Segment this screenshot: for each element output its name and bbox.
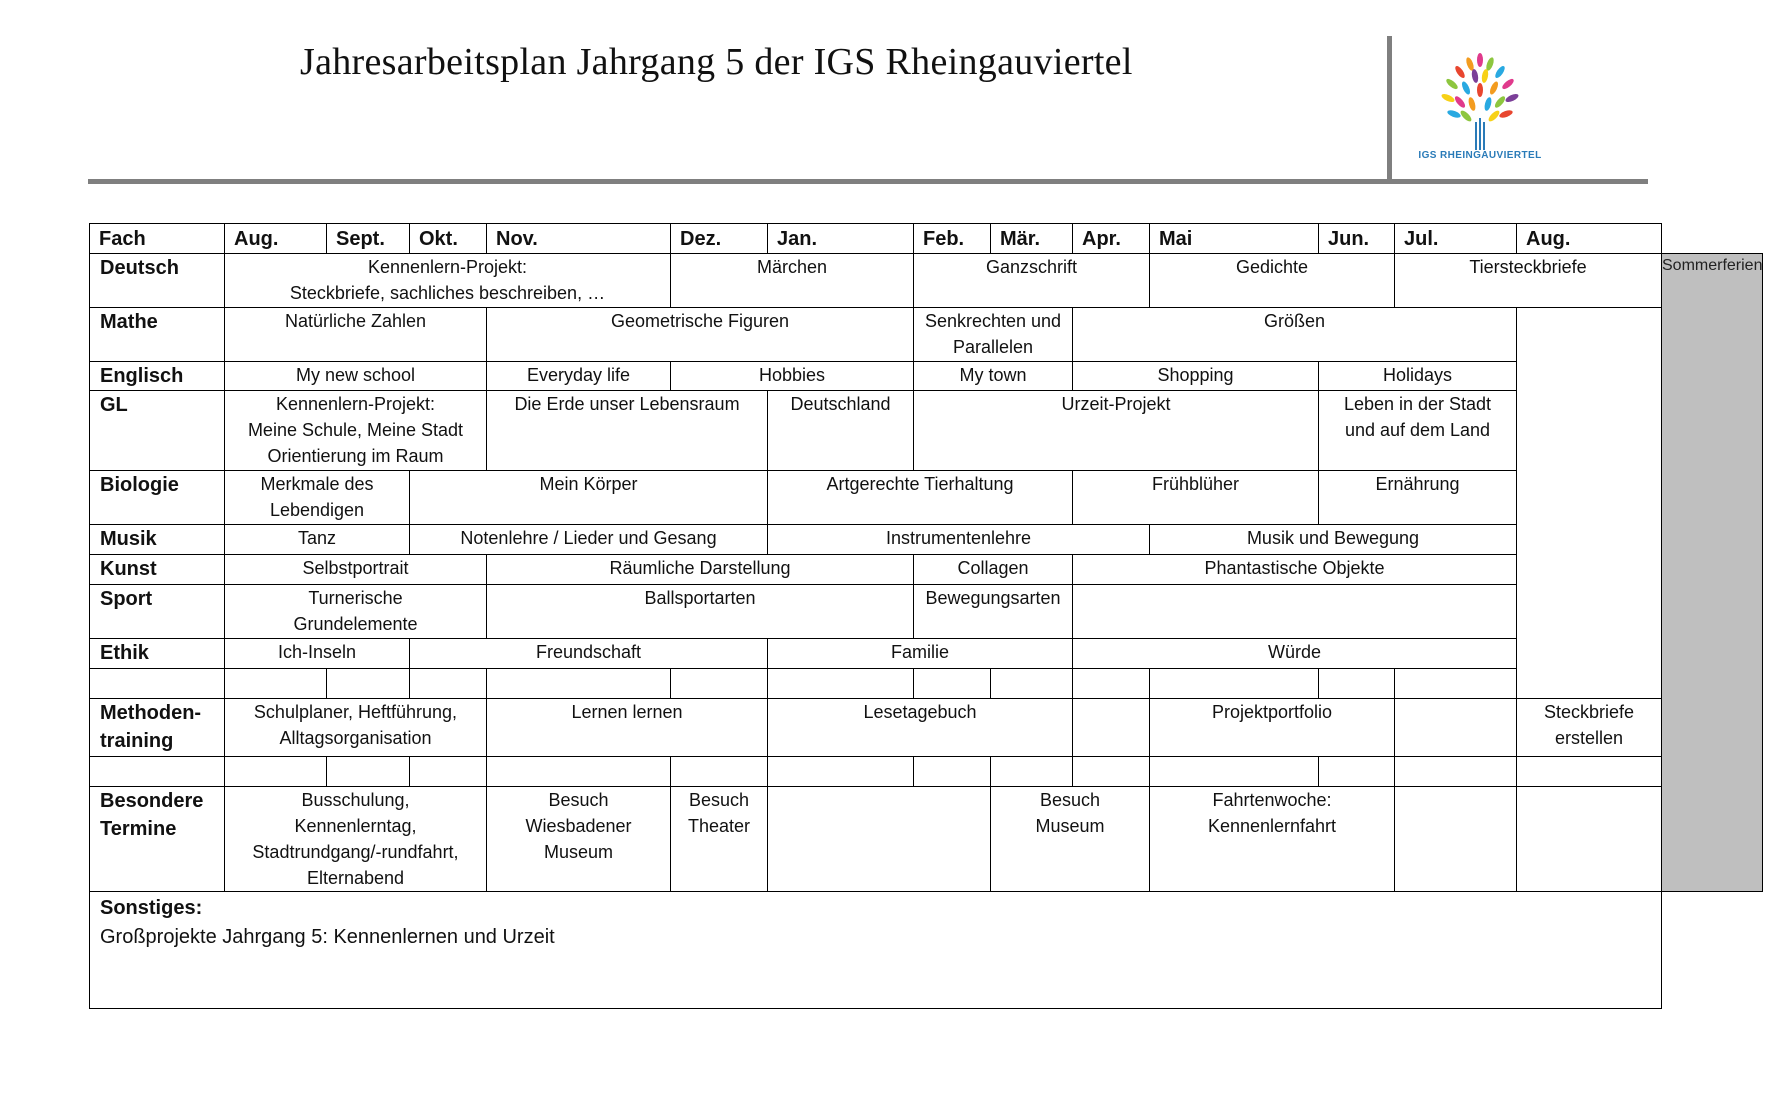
subject-label: Musik xyxy=(90,525,225,555)
plan-cell: Frühblüher xyxy=(1073,471,1319,525)
plan-cell: My new school xyxy=(225,362,487,391)
header-month: Okt. xyxy=(410,224,487,254)
plan-cell: Holidays xyxy=(1319,362,1517,391)
plan-cell: Besuch Museum xyxy=(991,787,1150,892)
header-divider xyxy=(88,179,1648,184)
empty-cell xyxy=(410,669,487,699)
empty-cell xyxy=(1073,757,1150,787)
plan-cell: Würde xyxy=(1073,639,1517,669)
subject-label: Biologie xyxy=(90,471,225,525)
header-month: Apr. xyxy=(1073,224,1150,254)
row-besondere-termine xyxy=(90,787,1763,892)
empty-cell xyxy=(487,669,671,699)
row-deutsch xyxy=(90,254,1763,308)
subject-label: Ethik xyxy=(90,639,225,669)
row-englisch xyxy=(90,362,1763,391)
plan-cell: Tanz xyxy=(225,525,410,555)
row-methodentraining xyxy=(90,699,1763,757)
row-sonstiges xyxy=(90,892,1763,1009)
empty-cell xyxy=(671,669,768,699)
empty-cell xyxy=(1319,757,1395,787)
header-month: Aug. xyxy=(225,224,327,254)
plan-cell: Bewegungsarten xyxy=(914,585,1073,639)
plan-cell: Besuch Wiesbadener Museum xyxy=(487,787,671,892)
plan-cell: Artgerechte Tierhaltung xyxy=(768,471,1073,525)
plan-cell: Urzeit-Projekt xyxy=(914,391,1319,471)
school-tree-logo-icon xyxy=(1400,50,1560,166)
subject-label: Methoden- training xyxy=(90,699,225,757)
plan-cell: Die Erde unser Lebensraum xyxy=(487,391,768,471)
plan-cell: Projektportfolio xyxy=(1150,699,1395,757)
row-gl xyxy=(90,391,1763,471)
empty-cell xyxy=(1319,669,1395,699)
empty-cell xyxy=(90,669,225,699)
plan-cell: Phantastische Objekte xyxy=(1073,555,1517,585)
empty-cell xyxy=(327,757,410,787)
header-month: Sept. xyxy=(327,224,410,254)
plan-cell xyxy=(768,787,991,892)
plan-cell: Busschulung, Kennenlerntag, Stadtrundgang/-rundfahrt, Elternabend xyxy=(225,787,487,892)
empty-cell xyxy=(1395,757,1517,787)
empty-cell xyxy=(225,757,327,787)
empty-cell xyxy=(768,669,914,699)
subject-label: GL xyxy=(90,391,225,471)
header-month: Jun. xyxy=(1319,224,1395,254)
header-vertical-divider xyxy=(1387,36,1392,181)
empty-cell xyxy=(1150,669,1319,699)
plan-cell: Notenlehre / Lieder und Gesang xyxy=(410,525,768,555)
plan-cell: Räumliche Darstellung xyxy=(487,555,914,585)
header-month: Jan. xyxy=(768,224,914,254)
empty-cell xyxy=(914,669,991,699)
empty-cell xyxy=(410,757,487,787)
plan-cell: My town xyxy=(914,362,1073,391)
plan-cell: Kennenlern-Projekt: Meine Schule, Meine Stadt Orientierung im Raum xyxy=(225,391,487,471)
plan-cell: Mein Körper xyxy=(410,471,768,525)
sonstiges-label: Sonstiges: xyxy=(100,897,203,919)
subject-label: Englisch xyxy=(90,362,225,391)
header-month: Dez. xyxy=(671,224,768,254)
plan-cell: Turnerische Grundelemente xyxy=(225,585,487,639)
spacer-row xyxy=(90,757,1763,787)
plan-cell: Senkrechten und Parallelen xyxy=(914,308,1073,362)
plan-cell: Natürliche Zahlen xyxy=(225,308,487,362)
plan-cell: Steckbriefe erstellen xyxy=(1517,699,1662,757)
plan-cell: Ganzschrift xyxy=(914,254,1150,308)
logo-text: IGS RHEINGAUVIERTEL xyxy=(1418,150,1542,161)
sonstiges-cell xyxy=(90,892,1662,1009)
plan-cell: Besuch Theater xyxy=(671,787,768,892)
plan-cell: Größen xyxy=(1073,308,1517,362)
header-month: Nov. xyxy=(487,224,671,254)
empty-cell xyxy=(1395,669,1517,699)
plan-cell: Ernährung xyxy=(1319,471,1517,525)
plan-cell: Gedichte xyxy=(1150,254,1395,308)
plan-cell: Lernen lernen xyxy=(487,699,768,757)
empty-cell xyxy=(1073,669,1150,699)
empty-cell xyxy=(487,757,671,787)
plan-cell: Everyday life xyxy=(487,362,671,391)
header-month: Aug. xyxy=(1517,224,1662,254)
plan-cell: Geometrische Figuren xyxy=(487,308,914,362)
plan-cell: Merkmale des Lebendigen xyxy=(225,471,410,525)
plan-cell: Fahrtenwoche: Kennenlernfahrt xyxy=(1150,787,1395,892)
plan-cell: Familie xyxy=(768,639,1073,669)
summer-holiday-cell: Sommerferien xyxy=(1662,254,1763,892)
empty-cell xyxy=(991,669,1073,699)
row-musik xyxy=(90,525,1763,555)
plan-cell: Schulplaner, Heftführung, Alltagsorganisation xyxy=(225,699,487,757)
header-fach: Fach xyxy=(90,224,225,254)
empty-cell xyxy=(327,669,410,699)
subject-label: Besondere Termine xyxy=(90,787,225,892)
plan-cell: Deutschland xyxy=(768,391,914,471)
plan-cell: Collagen xyxy=(914,555,1073,585)
empty-cell xyxy=(991,757,1073,787)
plan-cell: Leben in der Stadt und auf dem Land xyxy=(1319,391,1517,471)
plan-cell: Tiersteckbriefe xyxy=(1395,254,1662,308)
subject-label: Sport xyxy=(90,585,225,639)
empty-cell xyxy=(768,757,914,787)
plan-cell: Freundschaft xyxy=(410,639,768,669)
row-ethik xyxy=(90,639,1763,669)
plan-cell xyxy=(1073,699,1150,757)
subject-label: Mathe xyxy=(90,308,225,362)
year-plan-table xyxy=(89,223,1763,1009)
header-month: Mai xyxy=(1150,224,1319,254)
header-month: Feb. xyxy=(914,224,991,254)
empty-cell xyxy=(671,757,768,787)
plan-cell: Musik und Bewegung xyxy=(1150,525,1517,555)
plan-cell: Shopping xyxy=(1073,362,1319,391)
row-biologie xyxy=(90,471,1763,525)
header-month: Mär. xyxy=(991,224,1073,254)
sonstiges-text: Großprojekte Jahrgang 5: Kennenlernen und Urzeit xyxy=(100,926,555,948)
plan-cell xyxy=(1395,699,1517,757)
tree-trunk xyxy=(1476,118,1484,150)
row-sport xyxy=(90,585,1763,639)
tree-leaves xyxy=(1440,53,1519,123)
subject-label: Kunst xyxy=(90,555,225,585)
spacer-row xyxy=(90,669,1763,699)
empty-cell xyxy=(914,757,991,787)
plan-cell: Selbstportrait xyxy=(225,555,487,585)
subject-label: Deutsch xyxy=(90,254,225,308)
plan-cell: Lesetagebuch xyxy=(768,699,1073,757)
empty-cell xyxy=(225,669,327,699)
plan-cell: Ballsportarten xyxy=(487,585,914,639)
row-mathe xyxy=(90,308,1763,362)
plan-cell: Instrumentenlehre xyxy=(768,525,1150,555)
plan-cell: Hobbies xyxy=(671,362,914,391)
plan-cell xyxy=(1395,787,1517,892)
row-kunst xyxy=(90,555,1763,585)
empty-cell xyxy=(90,757,225,787)
plan-cell: Märchen xyxy=(671,254,914,308)
plan-cell xyxy=(1073,585,1517,639)
empty-cell xyxy=(1150,757,1319,787)
header-row xyxy=(90,224,1763,254)
header-month: Jul. xyxy=(1395,224,1517,254)
plan-cell xyxy=(1517,787,1662,892)
plan-cell: Ich-Inseln xyxy=(225,639,410,669)
document-title: Jahresarbeitsplan Jahrgang 5 der IGS Rheingauviertel xyxy=(300,41,1133,83)
plan-cell: Kennenlern-Projekt: Steckbriefe, sachliches beschreiben, … xyxy=(225,254,671,308)
